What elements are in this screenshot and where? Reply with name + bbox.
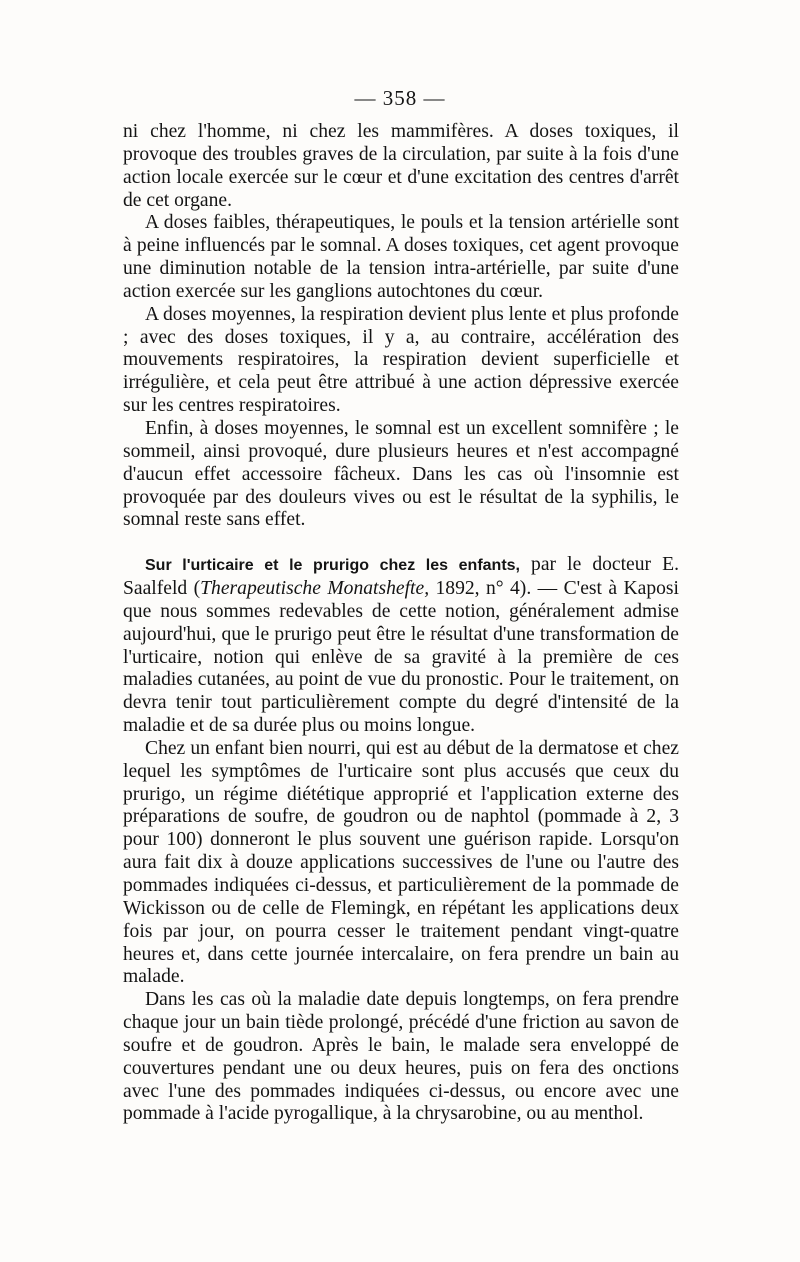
- article-title: Sur l'urticaire et le prurigo chez les enfants,: [145, 557, 520, 575]
- paragraph-pulse: A doses faibles, thérapeutiques, le pouls et la tension artérielle sont à peine influencés par le somnal. A doses toxiques, cet agent provoque une diminution notable de la tension intra-artérielle, par suite d'une action exercée sur les ganglions autochtones du cœur.: [123, 212, 679, 302]
- body-text: [123, 121, 679, 1126]
- paragraph-circulation: ni chez l'homme, ni chez les mammifères. A doses toxiques, il provoque des troubles graves de la circulation, par suite à la fois d'une action locale exercée sur le cœur et d'une excitation des centres d'arrêt de cet organe.: [123, 121, 679, 211]
- article-byline-rest: 1892, n° 4). — C'est à Kaposi que nous sommes redevables de cette notion, généralement admise aujourd'hui, que le prurigo peut être le résultat d'une transformation de l'urticaire, notion qui enlève de sa gravité à la première de ces maladies cutanées, au point de vue du pronostic. Pour le traitement, on devra tenir tout particulièrement compte du degré d'intensité de la maladie et de sa durée plus ou moins longue.: [123, 578, 679, 737]
- article-intro: [123, 554, 679, 738]
- paragraph-sleep: Enfin, à doses moyennes, le somnal est un excellent somnifère ; le sommeil, ainsi provoqué, dure plusieurs heures et n'est accompagné d'aucun effet accessoire fâcheux. Dans les cas où l'insomnie est provoquée par des douleurs vives ou est le résultat de la syphilis, le somnal reste sans effet.: [123, 417, 679, 531]
- article-byline-start: par le docteur E. Saalfeld (: [123, 554, 679, 600]
- journal-name: Therapeutische Monatshefte,: [200, 578, 430, 600]
- paragraph-treatment-child: Chez un enfant bien nourri, qui est au début de la dermatose et chez lequel les symptômes de l'urticaire sont plus accusés que ceux du prurigo, un régime diététique approprié et l'application externe des préparations de soufre, de goudron ou de naphtol (pommade à 2, 3 pour 100) donneront le plus souvent une guérison rapide. Lorsqu'on aura fait dix à douze applications successives de l'une ou l'autre des pommades indiquées ci-dessus, et particulièrement de la pommade de Wickisson ou de celle de Flemingk, en répétant les applications deux fois par jour, on pourra cesser le traitement pendant vingt-quatre heures et, dans cette journée intercalaire, on fera prendre un bain au malade.: [123, 737, 679, 988]
- paragraph-treatment-chronic: Dans les cas où la maladie date depuis longtemps, on fera prendre chaque jour un bain tiède prolongé, précédé d'une friction au savon de soufre et de goudron. Après le bain, le malade sera enveloppé de couvertures pendant une ou deux heures, puis on fera des onctions avec l'une des pommades indiquées ci-dessus, ou encore avec une pommade à l'acide pyrogallique, à la chrysarobine, ou au menthol.: [123, 989, 679, 1125]
- paragraph-respiration: A doses moyennes, la respiration devient plus lente et plus profonde ; avec des doses toxiques, il y a, au contraire, accélération des mouvements respiratoires, la respiration devient superficielle et irrégulière, et cela peut être attribué à une action dépressive exercée sur les centres respiratoires.: [123, 303, 679, 417]
- page-number: — 358 —: [354, 86, 446, 110]
